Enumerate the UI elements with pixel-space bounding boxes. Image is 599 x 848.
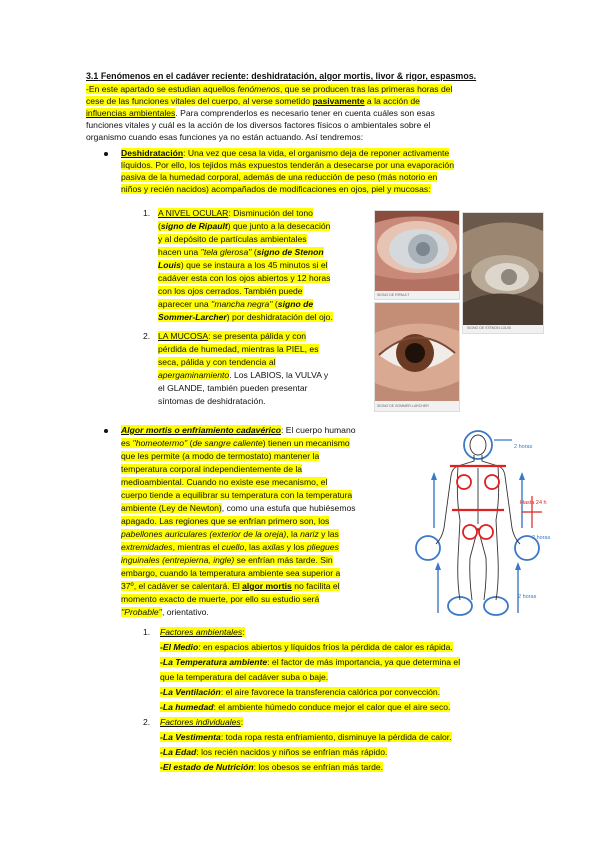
algor-term: Algor mortis o enfriamiento cadavérico (121, 425, 281, 435)
section-number: 3.1 (86, 71, 99, 81)
label-torso: Hasta 24 h (520, 500, 547, 506)
deshidratacion-term: Deshidratación (121, 148, 184, 158)
eye-photo-stenon-louis (462, 212, 544, 334)
label-hand: 2 horas (532, 535, 551, 541)
list-number: 1. (143, 627, 151, 637)
eye-photo-ripault (374, 210, 460, 300)
photo-caption: SIGNO DE SOMMER-LARCHER (377, 404, 429, 408)
list-number: 1. (143, 208, 151, 218)
bullet-dot (104, 152, 108, 156)
bullet-dot (104, 429, 108, 433)
list-number: 2. (143, 717, 151, 727)
label-foot: 2 horas (518, 594, 537, 600)
photo-caption: SIGNO DE STENON LOUIS (467, 326, 512, 330)
cooling-body-diagram (414, 428, 554, 618)
label-head: 2 horas (514, 444, 533, 450)
section-heading (86, 71, 476, 82)
photo-caption: SIGNO DE RIPAULT (377, 293, 410, 297)
list-number: 2. (143, 331, 151, 341)
eye-photo-sommer-larcher (374, 302, 460, 412)
section-title: Fenómenos en el cadáver reciente: deshidratación, algor mortis, livor & rigor, espasmos. (100, 71, 477, 81)
